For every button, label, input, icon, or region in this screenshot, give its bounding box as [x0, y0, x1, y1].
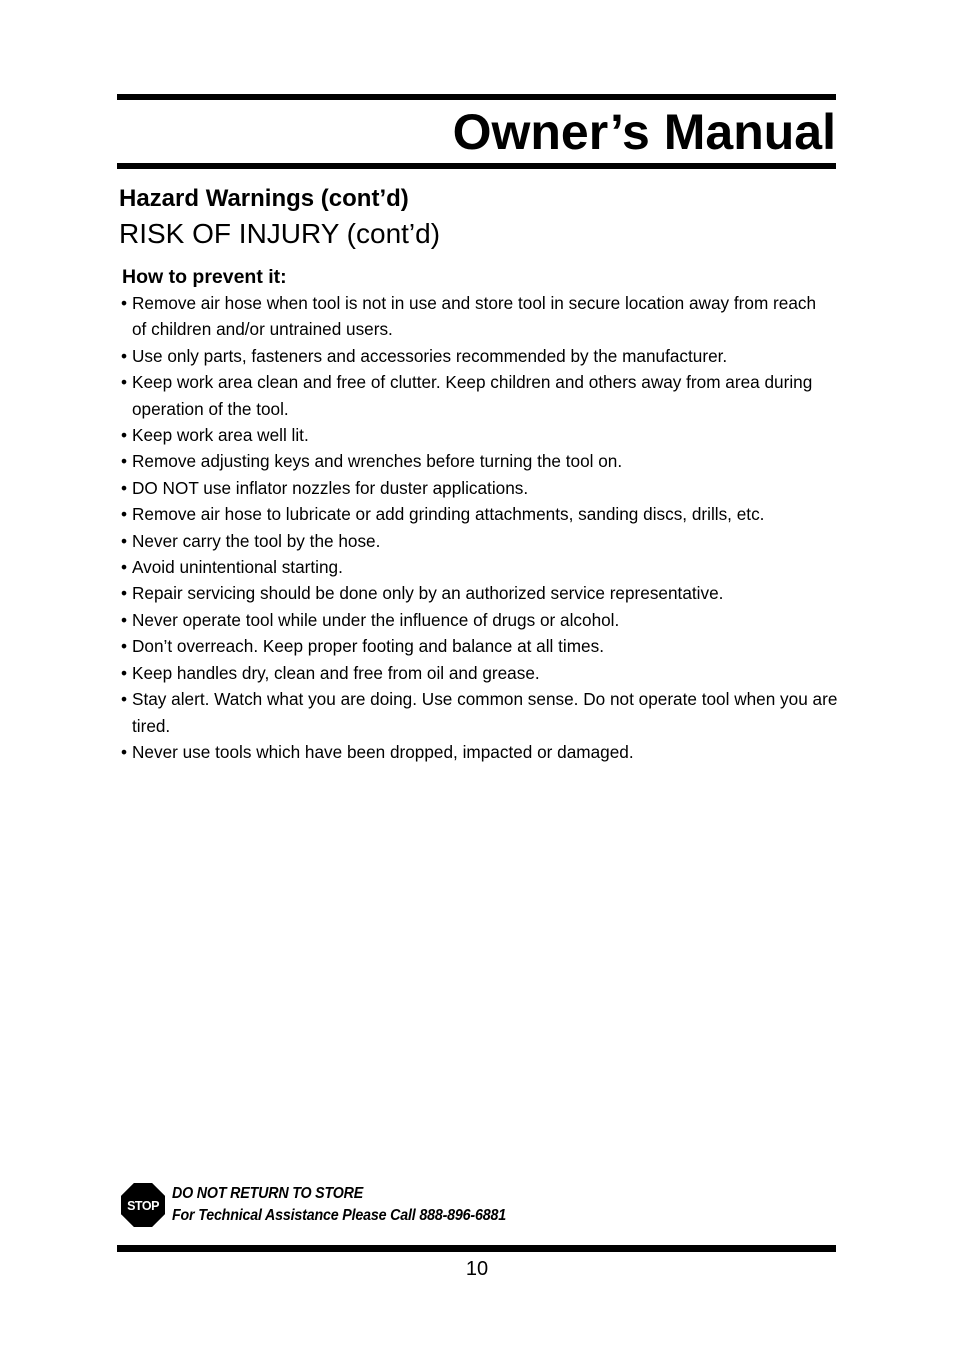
footer-rule [117, 1245, 836, 1252]
page-number: 10 [465, 1258, 489, 1280]
header-bottom-rule [117, 163, 836, 169]
list-item: • Keep work area clean and free of clutter. Keep children and others away from area during operation of the tool. [121, 369, 832, 422]
section-subheading: RISK OF INJURY (cont’d) [119, 218, 441, 249]
list-item: • Use only parts, fasteners and accessories recommended by the manufacturer. [121, 343, 851, 369]
list-item: • Never operate tool while under the influence of drugs or alcohol. [121, 607, 851, 633]
list-item: • Never use tools which have been dropped, impacted or damaged. [121, 739, 851, 765]
list-item: • Repair servicing should be done only by an authorized service representative. [121, 580, 851, 606]
document-title: Owner’s Manual [452, 104, 836, 160]
footer-support-notice: For Technical Assistance Please Call 888-896-6881 [172, 1207, 506, 1224]
list-item: • Don’t overreach. Keep proper footing and balance at all times. [121, 633, 851, 659]
stop-sign-label: STOP [127, 1199, 159, 1213]
list-item: • Remove air hose when tool is not in use and store tool in secure location away from reach of children and/or untrained users. [121, 290, 832, 343]
list-item: • Keep work area well lit. [121, 422, 851, 448]
section-heading: Hazard Warnings (cont’d) [119, 185, 409, 212]
list-item: • Keep handles dry, clean and free from oil and grease. [121, 660, 851, 686]
list-item: • Remove air hose to lubricate or add grinding attachments, sanding discs, drills, etc. [121, 501, 851, 527]
list-item: • Stay alert. Watch what you are doing. Use common sense. Do not operate tool when you are tired. [121, 686, 844, 739]
stop-sign-icon [121, 1183, 165, 1227]
prevention-list [121, 290, 851, 765]
footer-notice [172, 1183, 506, 1227]
list-item: • Avoid unintentional starting. [121, 554, 851, 580]
list-item: • Remove adjusting keys and wrenches before turning the tool on. [121, 448, 851, 474]
footer-return-notice: DO NOT RETURN TO STORE [172, 1185, 364, 1202]
prevention-heading: How to prevent it: [122, 266, 287, 288]
list-item: • DO NOT use inflator nozzles for duster applications. [121, 475, 851, 501]
list-item: • Never carry the tool by the hose. [121, 528, 851, 554]
